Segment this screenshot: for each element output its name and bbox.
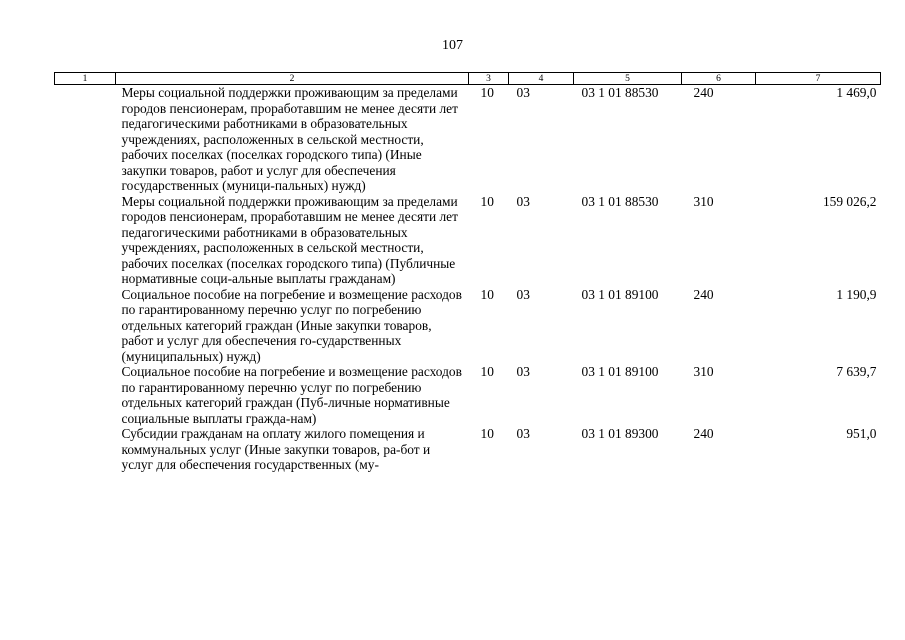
cell-amount: 1 190,9 — [836, 286, 877, 302]
cell-expense-type: 240 — [693, 426, 714, 441]
cell-expense-type: 240 — [693, 85, 714, 100]
cell-section: 10 — [480, 364, 494, 379]
cell-target-article: 03 1 01 89100 — [581, 286, 659, 302]
column-header-7: 7 — [756, 73, 881, 85]
table-row — [55, 194, 881, 287]
page-number: 107 — [442, 38, 463, 53]
cell-target-article: 03 1 01 88530 — [581, 85, 659, 100]
cell-description: Субсидии гражданам на оплату жилого помещения и коммунальных услуг (Иные закупки товаров, ра-бот и услуг для обеспечения государственных (му- — [121, 426, 431, 472]
cell-subsection: 03 — [516, 364, 530, 379]
cell-col1 — [55, 194, 116, 287]
cell-col1 — [55, 364, 116, 426]
table-row — [55, 287, 881, 365]
cell-subsection: 03 — [516, 286, 530, 302]
cell-section: 10 — [480, 193, 494, 209]
cell-subsection: 03 — [516, 85, 530, 100]
cell-amount: 159 026,2 — [822, 193, 877, 209]
column-header-2: 2 — [116, 73, 469, 85]
column-header-3: 3 — [469, 73, 509, 85]
cell-amount: 1 469,0 — [836, 85, 877, 100]
column-header-6: 6 — [682, 73, 756, 85]
cell-target-article: 03 1 01 88530 — [581, 193, 659, 209]
table-row — [55, 426, 881, 473]
cell-target-article: 03 1 01 89300 — [581, 426, 659, 441]
table-row — [55, 364, 881, 426]
header-row — [55, 73, 881, 85]
cell-amount: 7 639,7 — [836, 364, 877, 379]
cell-section: 10 — [480, 286, 494, 302]
cell-col1 — [55, 287, 116, 365]
column-header-4: 4 — [509, 73, 574, 85]
cell-description: Меры социальной поддержки проживающим за пределами городов пенсионерам, проработавшим не менее десяти лет педагогическими работниками в образовательных учреждениях, расположенных в сельской местности, рабочих поселках (поселках городского типа) (Иные закупки товаров, работ и услуг для обеспечения государственных (муници-пальных) нужд) — [121, 85, 458, 193]
cell-col1 — [55, 85, 116, 194]
cell-section: 10 — [480, 85, 494, 100]
cell-description: Меры социальной поддержки проживающим за пределами городов пенсионерам, проработавшим не менее десяти лет педагогическими работниками в образовательных учреждениях, расположенных в сельской местности, рабочих поселках (поселках городского типа) (Публичные нормативные соци-альные выплаты гражданам) — [121, 193, 458, 286]
cell-description: Социальное пособие на погребение и возмещение расходов по гарантированному перечню услуг по погребению отдельных категорий граждан (Иные закупки товаров, работ и услуг для обеспечения го-сударственных (муниципальных) нужд) — [121, 286, 462, 364]
cell-col1 — [55, 426, 116, 473]
cell-amount: 951,0 — [846, 426, 877, 441]
cell-description: Социальное пособие на погребение и возмещение расходов по гарантированному перечню услуг по погребению отдельных категорий граждан (Пуб-личные нормативные социальные выплаты гражда-нам) — [121, 364, 462, 426]
column-header-1: 1 — [55, 73, 116, 85]
column-header-5: 5 — [574, 73, 682, 85]
table-row — [55, 85, 881, 194]
cell-subsection: 03 — [516, 426, 530, 441]
cell-target-article: 03 1 01 89100 — [581, 364, 659, 379]
cell-expense-type: 310 — [693, 364, 714, 379]
cell-subsection: 03 — [516, 193, 530, 209]
budget-table — [54, 72, 881, 473]
cell-expense-type: 310 — [693, 193, 714, 209]
cell-section: 10 — [480, 426, 494, 441]
cell-expense-type: 240 — [693, 286, 714, 302]
